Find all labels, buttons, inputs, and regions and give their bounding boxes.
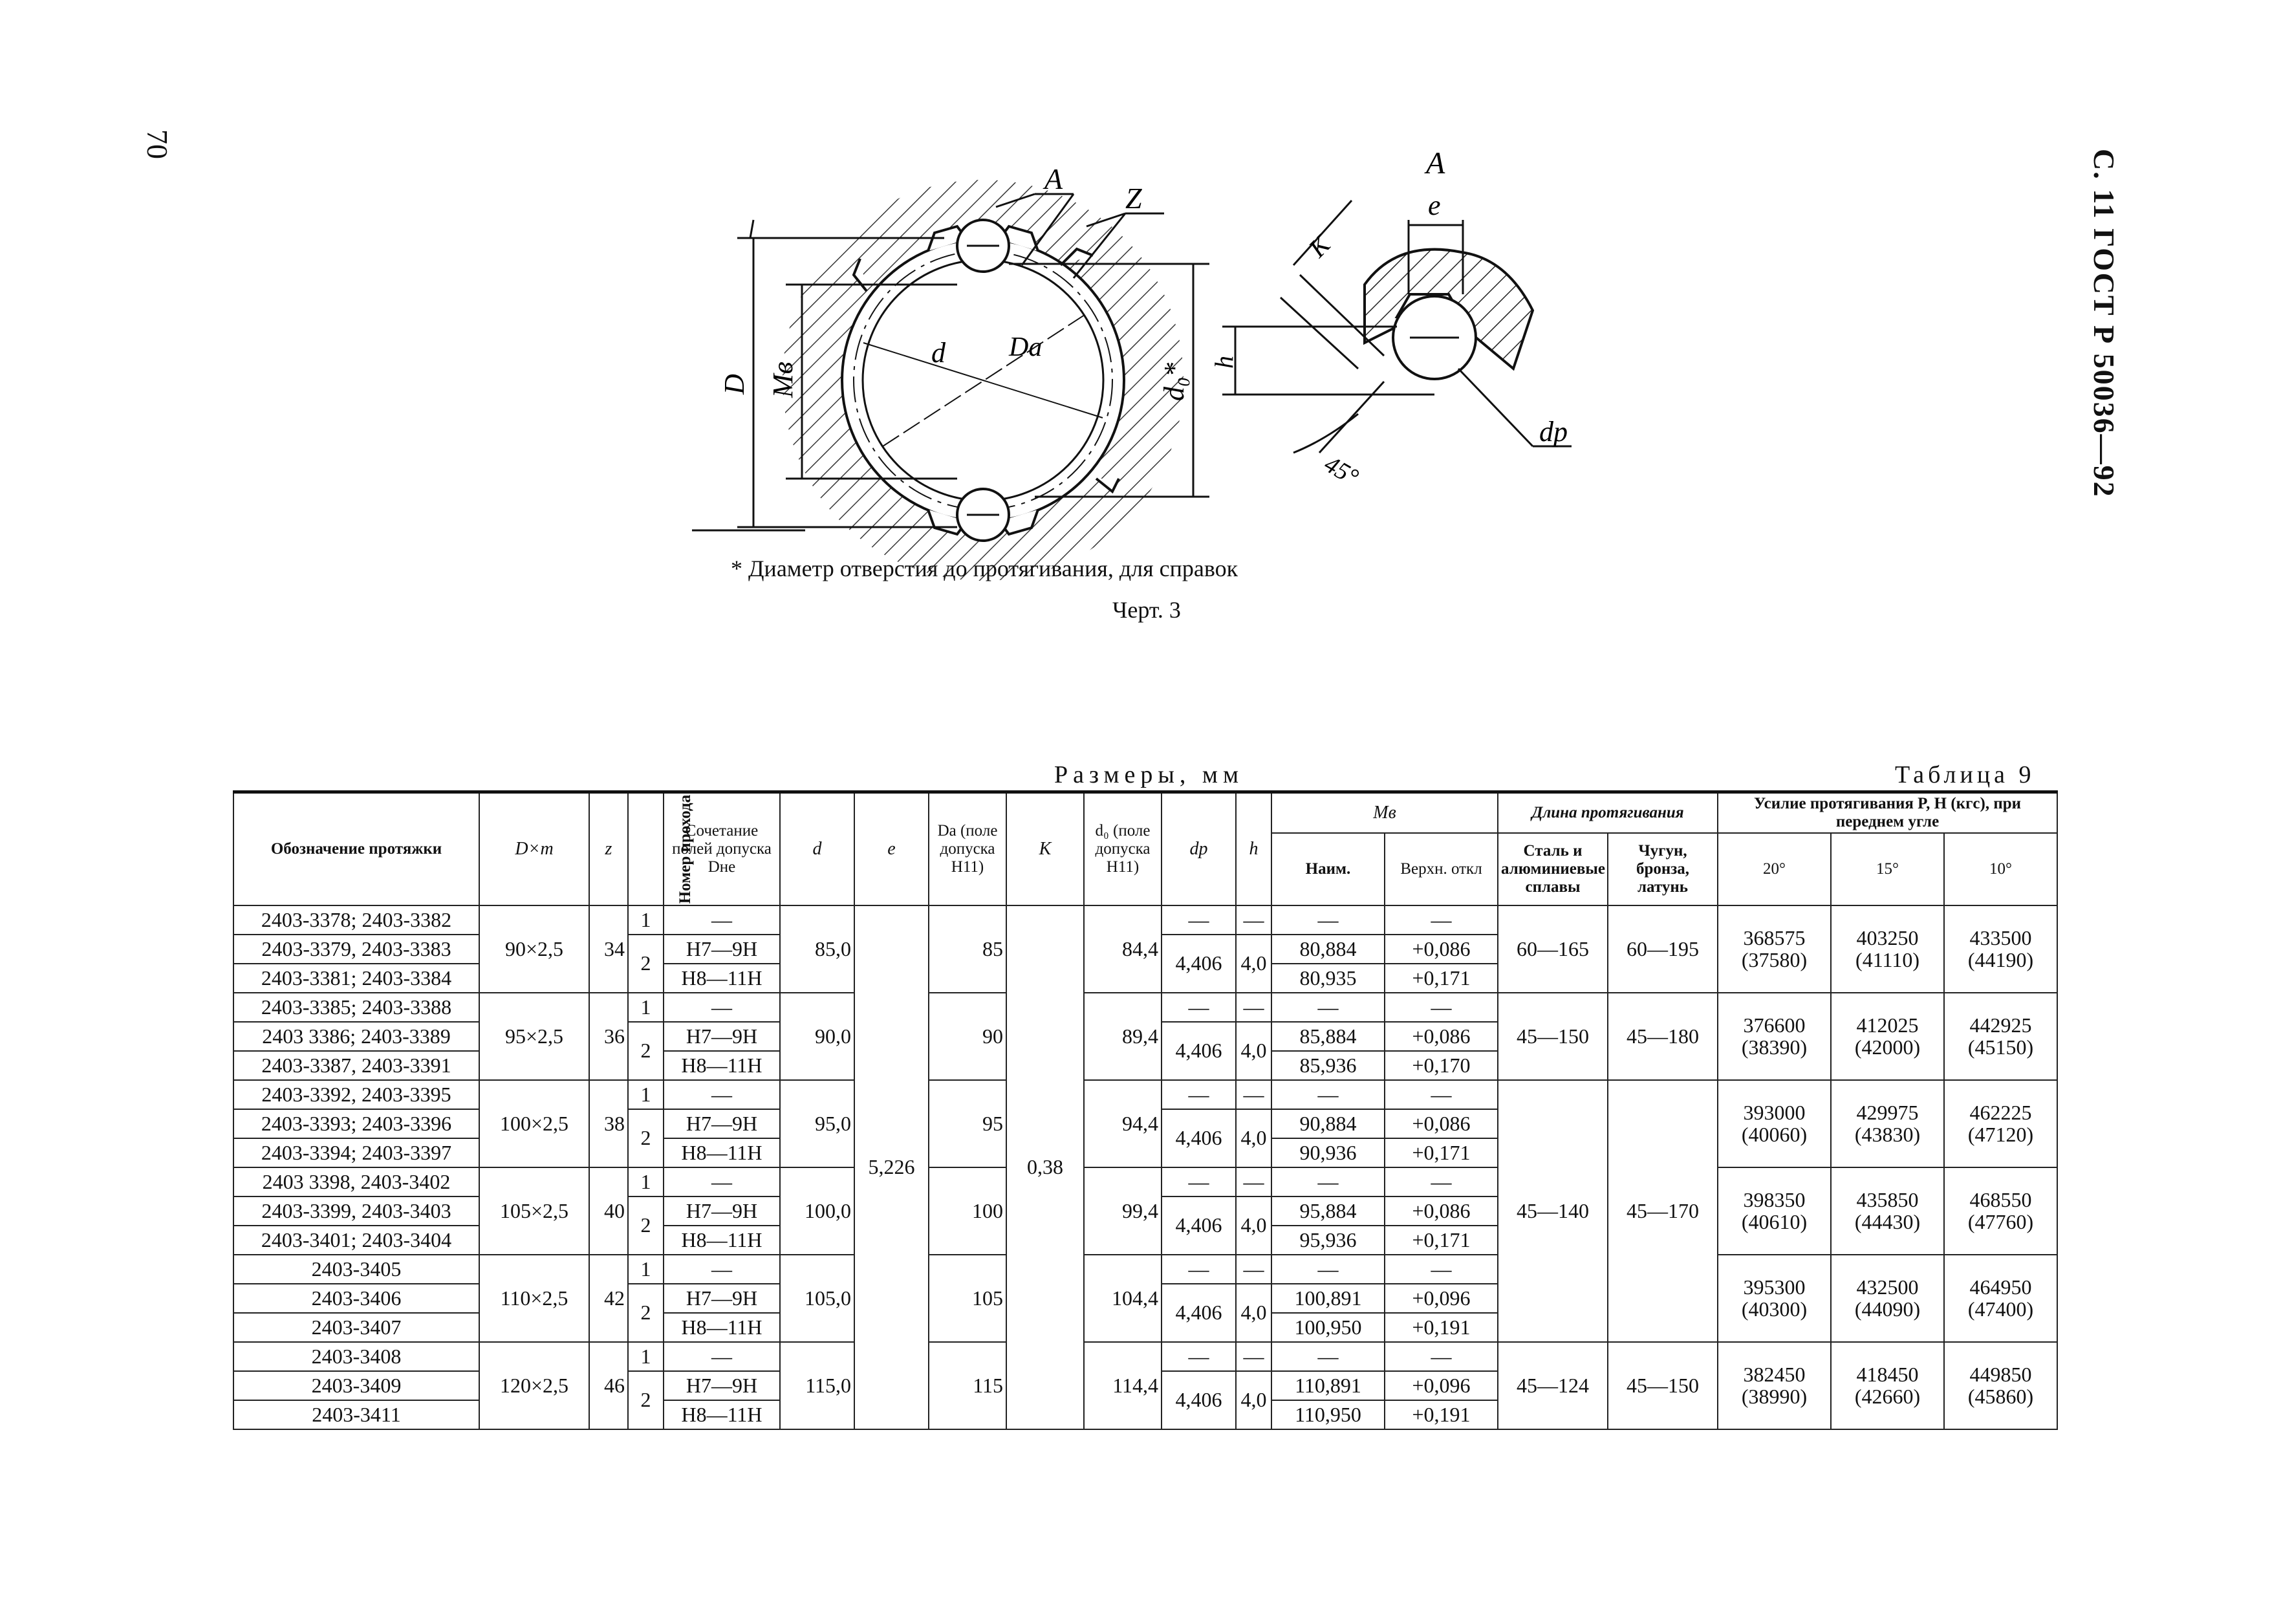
- label-angle: 45°: [1319, 450, 1363, 492]
- force-20-kgs: (37580): [1741, 947, 1808, 971]
- cell-d0: 94,4: [1084, 1080, 1162, 1167]
- cell-fit: H7—9H: [664, 1371, 780, 1400]
- force-15-value: 418450: [1856, 1362, 1919, 1386]
- cell-designation: 2403-3409: [233, 1371, 479, 1400]
- cell-designation: 2403-3406: [233, 1284, 479, 1313]
- cell-mv-dev: +0,170: [1385, 1051, 1498, 1080]
- cell-fit: H8—11H: [664, 964, 780, 993]
- label-mv: Мв: [767, 362, 799, 398]
- force-15-value: 403250: [1856, 926, 1919, 949]
- table-label: Таблица 9: [1895, 761, 2035, 788]
- force-10-value: 468550: [1969, 1187, 2032, 1211]
- cell-mv-dev: +0,191: [1385, 1400, 1498, 1429]
- cell-d0: 89,4: [1084, 993, 1162, 1080]
- force-15-value: 435850: [1856, 1187, 1919, 1211]
- cell-fit: —: [664, 1080, 780, 1109]
- cell-dxm: 95×2,5: [479, 993, 589, 1080]
- force-20-value: 398350: [1743, 1187, 1806, 1211]
- cell-dp: —: [1162, 1255, 1236, 1284]
- cell-e: 5,226: [854, 905, 929, 1429]
- th-z: z: [589, 792, 628, 906]
- technical-drawing: [673, 142, 1591, 543]
- cell-fit: H8—11H: [664, 1400, 780, 1429]
- cell-len-iron: 45—180: [1608, 993, 1718, 1080]
- drawing-caption: Черт. 3: [1112, 597, 1181, 623]
- cell-da: 105: [929, 1255, 1006, 1342]
- cell-dxm: 110×2,5: [479, 1255, 589, 1342]
- th-pass-text: Номер прохода: [676, 794, 695, 904]
- cell-mv-dev: —: [1385, 1342, 1498, 1371]
- cell-mv: 100,950: [1271, 1313, 1385, 1342]
- cell-designation: 2403-3407: [233, 1313, 479, 1342]
- cell-designation: 2403-3381; 2403-3384: [233, 964, 479, 993]
- cell-designation: 2403 3386; 2403-3389: [233, 1022, 479, 1051]
- cell-mv-dev: +0,096: [1385, 1284, 1498, 1313]
- cell-designation: 2403-3408: [233, 1342, 479, 1371]
- table-row: [233, 1342, 2057, 1371]
- force-15-kgs: (42000): [1854, 1035, 1921, 1059]
- cell-force-10: [1944, 1342, 2057, 1429]
- force-20-kgs: (40300): [1741, 1297, 1808, 1321]
- cell-pass: 2: [628, 1196, 664, 1255]
- cell-mv: 110,950: [1271, 1400, 1385, 1429]
- cell-len-steel: 45—150: [1498, 993, 1608, 1080]
- label-a-right: A: [1426, 146, 1445, 180]
- force-15-kgs: (42660): [1854, 1384, 1921, 1408]
- cell-designation: 2403-3393; 2403-3396: [233, 1109, 479, 1138]
- th-dp: dp: [1162, 792, 1236, 906]
- cell-k: 0,38: [1006, 905, 1084, 1429]
- cell-pass: 1: [628, 1255, 664, 1284]
- cell-mv: 95,936: [1271, 1226, 1385, 1255]
- cell-da: 85: [929, 905, 1006, 993]
- label-z: Z: [1125, 182, 1142, 215]
- th-d0: d₀ (поле допуска H11): [1084, 792, 1162, 906]
- th-da: Da (поле допуска H11): [929, 792, 1006, 906]
- cell-designation: 2403-3385; 2403-3388: [233, 993, 479, 1022]
- cell-d: 85,0: [780, 905, 854, 993]
- cell-designation: 2403-3401; 2403-3404: [233, 1226, 479, 1255]
- cell-pass: 1: [628, 1167, 664, 1196]
- cell-mv-dev: +0,086: [1385, 1022, 1498, 1051]
- force-10-kgs: (45860): [1967, 1384, 2034, 1408]
- table-row: [233, 1080, 2057, 1109]
- label-d0: d₀*: [1158, 362, 1190, 401]
- cell-force-10: [1944, 1080, 2057, 1167]
- cell-h: 4,0: [1236, 1196, 1271, 1255]
- cell-mv: —: [1271, 1255, 1385, 1284]
- label-h: h: [1209, 356, 1238, 369]
- cell-dp: 4,406: [1162, 1109, 1236, 1167]
- cell-mv: 90,936: [1271, 1138, 1385, 1167]
- cell-designation: 2403-3379, 2403-3383: [233, 935, 479, 964]
- cell-mv-dev: —: [1385, 1255, 1498, 1284]
- table-row: [233, 1255, 2057, 1284]
- force-20-value: 395300: [1743, 1275, 1806, 1299]
- cell-mv-dev: +0,086: [1385, 935, 1498, 964]
- th-designation: Обозначение протяжки: [233, 792, 479, 906]
- cell-mv: 80,935: [1271, 964, 1385, 993]
- cell-z: 42: [589, 1255, 628, 1342]
- cell-mv-dev: —: [1385, 1080, 1498, 1109]
- drawing-footnote: * Диаметр отверстия до протягивания, для справок: [731, 556, 1238, 581]
- cell-h: 4,0: [1236, 1284, 1271, 1342]
- force-15-value: 429975: [1856, 1100, 1919, 1124]
- cell-fit: —: [664, 1342, 780, 1371]
- force-20-kgs: (40060): [1741, 1122, 1808, 1146]
- cell-force-10: [1944, 993, 2057, 1080]
- cell-dxm: 120×2,5: [479, 1342, 589, 1429]
- cell-pass: 2: [628, 1109, 664, 1167]
- cell-h: 4,0: [1236, 935, 1271, 993]
- cell-mv: —: [1271, 993, 1385, 1022]
- cell-mv-dev: +0,171: [1385, 1138, 1498, 1167]
- th-dxm: D×m: [479, 792, 589, 906]
- cell-fit: H7—9H: [664, 1284, 780, 1313]
- cell-pass: 1: [628, 1080, 664, 1109]
- cell-d: 105,0: [780, 1255, 854, 1342]
- cell-dp: 4,406: [1162, 935, 1236, 993]
- spline-hole-view: [692, 162, 1209, 594]
- th-fit: Сочетание полей допуска Dне: [664, 792, 780, 906]
- cell-dxm: 100×2,5: [479, 1080, 589, 1167]
- force-15-kgs: (44090): [1854, 1297, 1921, 1321]
- cell-dxm: 105×2,5: [479, 1167, 589, 1255]
- cell-z: 36: [589, 993, 628, 1080]
- cell-d: 100,0: [780, 1167, 854, 1255]
- th-mv: Мв: [1271, 792, 1498, 834]
- data-table-wrapper: [233, 790, 2044, 1430]
- cell-len-iron: 45—170: [1608, 1080, 1718, 1342]
- cell-mv: —: [1271, 1167, 1385, 1196]
- cell-force-10: [1944, 1167, 2057, 1255]
- cell-da: 115: [929, 1342, 1006, 1429]
- cell-mv: 90,884: [1271, 1109, 1385, 1138]
- cell-fit: —: [664, 905, 780, 935]
- cell-pass: 1: [628, 993, 664, 1022]
- cell-len-steel: 45—140: [1498, 1080, 1608, 1342]
- th-d: d: [780, 792, 854, 906]
- cell-mv: —: [1271, 905, 1385, 935]
- cell-mv-dev: +0,096: [1385, 1371, 1498, 1400]
- force-10-kgs: (47760): [1967, 1209, 2034, 1233]
- force-20-kgs: (40610): [1741, 1209, 1808, 1233]
- data-table: [233, 790, 2058, 1430]
- cell-mv-dev: +0,086: [1385, 1196, 1498, 1226]
- cell-dp: 4,406: [1162, 1196, 1236, 1255]
- th-a10: 10°: [1944, 833, 2057, 905]
- th-force: Усилие протягивания P, H (кгс), при переднем угле: [1718, 792, 2057, 834]
- cell-mv: —: [1271, 1342, 1385, 1371]
- cell-z: 40: [589, 1167, 628, 1255]
- cell-d: 90,0: [780, 993, 854, 1080]
- cell-force-15: [1831, 1167, 1944, 1255]
- label-a-left: A: [1044, 162, 1063, 195]
- cell-z: 38: [589, 1080, 628, 1167]
- th-h: h: [1236, 792, 1271, 906]
- cell-mv-dev: —: [1385, 1167, 1498, 1196]
- cell-fit: H7—9H: [664, 1196, 780, 1226]
- cell-force-15: [1831, 905, 1944, 993]
- cell-designation: 2403-3405: [233, 1255, 479, 1284]
- cell-dp: 4,406: [1162, 1371, 1236, 1429]
- th-a20: 20°: [1718, 833, 1831, 905]
- cell-fit: H8—11H: [664, 1051, 780, 1080]
- th-a15: 15°: [1831, 833, 1944, 905]
- cell-mv-dev: +0,171: [1385, 1226, 1498, 1255]
- label-da: Da: [1009, 332, 1043, 362]
- force-20-value: 368575: [1743, 926, 1806, 949]
- cell-h: 4,0: [1236, 1371, 1271, 1429]
- force-20-kgs: (38390): [1741, 1035, 1808, 1059]
- cell-force-20: [1718, 905, 1831, 993]
- cell-mv-dev: —: [1385, 905, 1498, 935]
- cell-fit: H8—11H: [664, 1226, 780, 1255]
- force-15-kgs: (44430): [1854, 1209, 1921, 1233]
- cell-designation: 2403-3399, 2403-3403: [233, 1196, 479, 1226]
- cell-dp: 4,406: [1162, 1022, 1236, 1080]
- cell-h: —: [1236, 905, 1271, 935]
- cell-da: 100: [929, 1167, 1006, 1255]
- force-10-value: 442925: [1969, 1013, 2032, 1037]
- detail-a-view: [1209, 146, 1572, 491]
- cell-pass: 1: [628, 905, 664, 935]
- force-15-value: 412025: [1856, 1013, 1919, 1037]
- cell-force-20: [1718, 1255, 1831, 1342]
- th-e: e: [854, 792, 929, 906]
- cell-h: 4,0: [1236, 1022, 1271, 1080]
- force-15-kgs: (43830): [1854, 1122, 1921, 1146]
- cell-designation: 2403 3398, 2403-3402: [233, 1167, 479, 1196]
- cell-designation: 2403-3392, 2403-3395: [233, 1080, 479, 1109]
- cell-len-steel: 45—124: [1498, 1342, 1608, 1429]
- table-body: [233, 905, 2057, 1429]
- cell-pass: 1: [628, 1342, 664, 1371]
- cell-mv-dev: +0,086: [1385, 1109, 1498, 1138]
- force-10-kgs: (44190): [1967, 947, 2034, 971]
- cell-h: —: [1236, 1167, 1271, 1196]
- cell-d: 115,0: [780, 1342, 854, 1429]
- force-10-value: 433500: [1969, 926, 2032, 949]
- cell-len-iron: 60—195: [1608, 905, 1718, 993]
- cell-fit: —: [664, 1167, 780, 1196]
- label-k: K: [1303, 230, 1336, 263]
- cell-h: —: [1236, 1255, 1271, 1284]
- cell-dp: —: [1162, 1342, 1236, 1371]
- cell-mv-dev: +0,171: [1385, 964, 1498, 993]
- force-10-kgs: (45150): [1967, 1035, 2034, 1059]
- table-row: [233, 1167, 2057, 1196]
- cell-designation: 2403-3394; 2403-3397: [233, 1138, 479, 1167]
- cell-mv: —: [1271, 1080, 1385, 1109]
- cell-mv: 100,891: [1271, 1284, 1385, 1313]
- cell-pass: 2: [628, 1022, 664, 1080]
- force-20-kgs: (38990): [1741, 1384, 1808, 1408]
- force-10-kgs: (47120): [1967, 1122, 2034, 1146]
- th-length: Длина протягивания: [1498, 792, 1718, 834]
- cell-designation: 2403-3411: [233, 1400, 479, 1429]
- th-len-steel: Сталь и алюминиевые сплавы: [1498, 833, 1608, 905]
- cell-d0: 99,4: [1084, 1167, 1162, 1255]
- cell-len-iron: 45—150: [1608, 1342, 1718, 1429]
- cell-force-20: [1718, 993, 1831, 1080]
- cell-force-20: [1718, 1342, 1831, 1429]
- force-10-value: 449850: [1969, 1362, 2032, 1386]
- cell-len-steel: 60—165: [1498, 905, 1608, 993]
- cell-mv: 85,936: [1271, 1051, 1385, 1080]
- force-10-value: 464950: [1969, 1275, 2032, 1299]
- cell-force-15: [1831, 1080, 1944, 1167]
- cell-mv-dev: —: [1385, 993, 1498, 1022]
- label-dp: dp: [1539, 416, 1568, 448]
- force-20-value: 376600: [1743, 1013, 1806, 1037]
- table-units: Размеры, мм: [1054, 761, 1244, 788]
- label-d-outer: D: [719, 374, 750, 395]
- cell-force-10: [1944, 905, 2057, 993]
- document-header: С. 11 ГОСТ Р 50036—92: [2088, 149, 2121, 498]
- cell-dp: —: [1162, 1080, 1236, 1109]
- cell-pass: 2: [628, 1371, 664, 1429]
- cell-h: —: [1236, 1080, 1271, 1109]
- label-e: e: [1428, 189, 1441, 221]
- cell-designation: 2403-3387, 2403-3391: [233, 1051, 479, 1080]
- force-15-kgs: (41110): [1855, 947, 1919, 971]
- cell-da: 95: [929, 1080, 1006, 1167]
- cell-z: 34: [589, 905, 628, 993]
- force-10-kgs: (47400): [1967, 1297, 2034, 1321]
- cell-fit: H8—11H: [664, 1138, 780, 1167]
- cell-dp: —: [1162, 993, 1236, 1022]
- force-20-value: 393000: [1743, 1100, 1806, 1124]
- cell-h: —: [1236, 993, 1271, 1022]
- cell-mv-dev: +0,191: [1385, 1313, 1498, 1342]
- table-row: [233, 993, 2057, 1022]
- cell-d: 95,0: [780, 1080, 854, 1167]
- cell-da: 90: [929, 993, 1006, 1080]
- page-number: 70: [141, 129, 174, 159]
- cell-fit: H7—9H: [664, 935, 780, 964]
- force-10-value: 462225: [1969, 1100, 2032, 1124]
- cell-force-20: [1718, 1080, 1831, 1167]
- th-len-iron: Чугун, бронза, латунь: [1608, 833, 1718, 905]
- cell-dxm: 90×2,5: [479, 905, 589, 993]
- cell-d0: 104,4: [1084, 1255, 1162, 1342]
- cell-z: 46: [589, 1342, 628, 1429]
- cell-fit: —: [664, 993, 780, 1022]
- cell-designation: 2403-3378; 2403-3382: [233, 905, 479, 935]
- cell-mv: 95,884: [1271, 1196, 1385, 1226]
- cell-d0: 84,4: [1084, 905, 1162, 993]
- force-15-value: 432500: [1856, 1275, 1919, 1299]
- cell-dp: —: [1162, 905, 1236, 935]
- cell-dp: 4,406: [1162, 1284, 1236, 1342]
- th-mv-dev: Верхн. откл: [1385, 833, 1498, 905]
- cell-force-15: [1831, 993, 1944, 1080]
- cell-h: 4,0: [1236, 1109, 1271, 1167]
- th-pass: [628, 792, 695, 906]
- force-20-value: 382450: [1743, 1362, 1806, 1386]
- cell-fit: H7—9H: [664, 1022, 780, 1051]
- cell-fit: H8—11H: [664, 1313, 780, 1342]
- cell-mv: 80,884: [1271, 935, 1385, 964]
- cell-pass: 2: [628, 1284, 664, 1342]
- cell-fit: —: [664, 1255, 780, 1284]
- cell-mv: 110,891: [1271, 1371, 1385, 1400]
- cell-force-20: [1718, 1167, 1831, 1255]
- cell-dp: —: [1162, 1167, 1236, 1196]
- th-k: K: [1006, 792, 1084, 906]
- label-d: d: [931, 337, 946, 369]
- cell-force-10: [1944, 1255, 2057, 1342]
- table-row: [233, 905, 2057, 935]
- cell-fit: H7—9H: [664, 1109, 780, 1138]
- cell-force-15: [1831, 1342, 1944, 1429]
- cell-mv: 85,884: [1271, 1022, 1385, 1051]
- cell-pass: 2: [628, 935, 664, 993]
- cell-h: —: [1236, 1342, 1271, 1371]
- cell-d0: 114,4: [1084, 1342, 1162, 1429]
- cell-force-15: [1831, 1255, 1944, 1342]
- th-mv-nom: Наим.: [1271, 833, 1385, 905]
